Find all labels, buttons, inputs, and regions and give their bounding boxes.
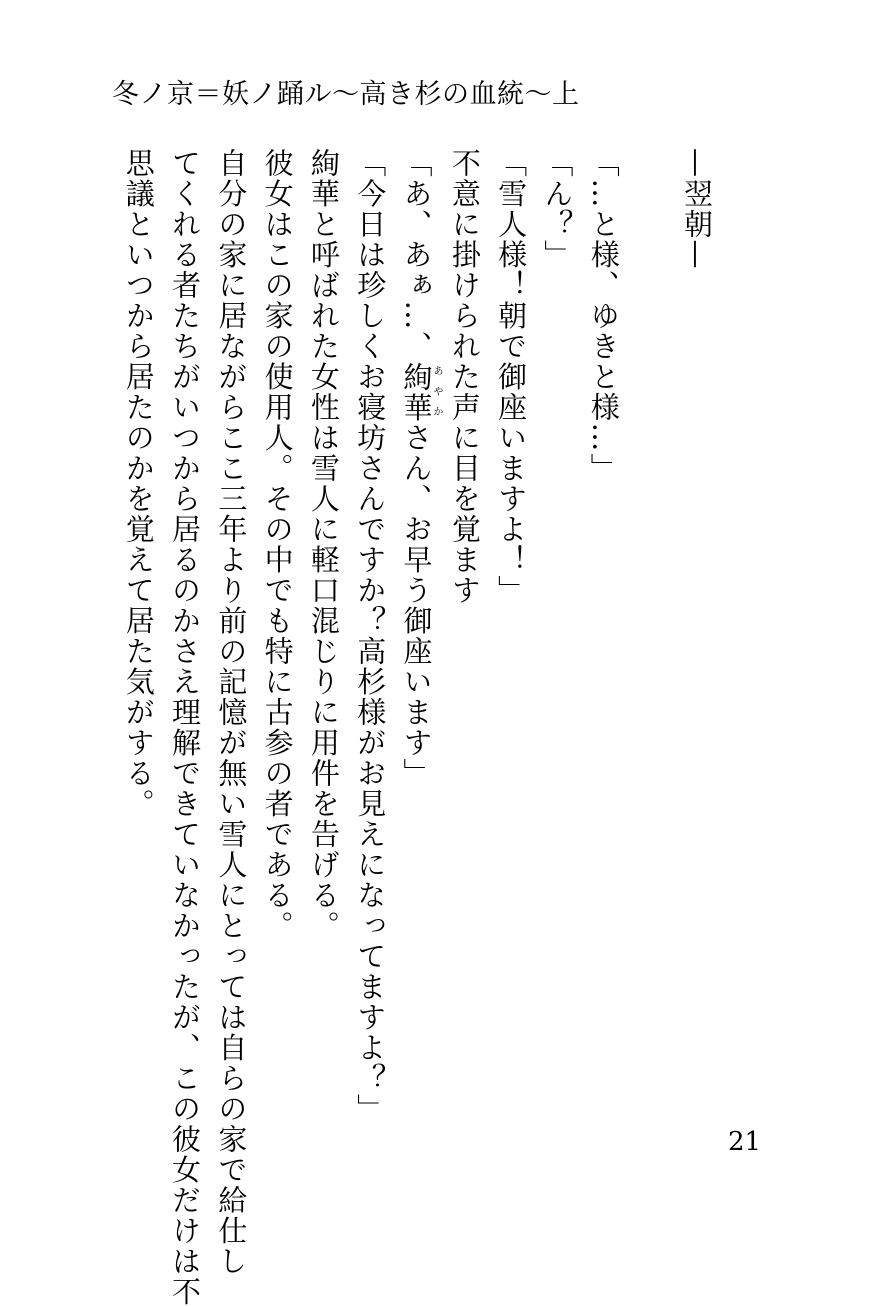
- vertical-text-body: [121, 148, 720, 1307]
- text-line-11: 思議といつから居たのかを覚えて居た気がする。: [121, 148, 156, 819]
- running-header-title: 冬ノ京＝妖ノ踊ル〜高き杉の血統〜上: [112, 79, 580, 110]
- section-heading: —翌朝—: [680, 148, 714, 270]
- text-line-7: 絢華と呼ばれた女性は雪人に軽口混じりに用件を告げる。: [306, 148, 341, 941]
- text-line-9: 自分の家に居ながらここ三年より前の記憶が無い雪人にとっては自らの家で給仕し: [214, 148, 249, 1277]
- ruby-base-name: 絢華: [399, 361, 434, 423]
- text-line-3: 「雪人様！朝で御座いますよ！」: [494, 148, 529, 606]
- ruby-reading: あやか: [431, 361, 443, 423]
- text-line-1: 「…と様、ゆきと様…」: [586, 148, 621, 484]
- text-line-5: [393, 148, 441, 1128]
- name-with-ruby: [399, 361, 443, 423]
- text-line-6: 「今日は珍しくお寝坊さんですか？高杉様がお見えになってますよ？」: [353, 148, 388, 1124]
- text-line-2: 「ん？」: [540, 148, 575, 270]
- text-line-5-end: さん、お早う御座います」: [399, 422, 434, 789]
- page-number: 21: [728, 1127, 762, 1157]
- text-line-10: てくれる者たちがいつから居るのかさえ理解できていなかったが、この彼女だけは不: [168, 148, 203, 1307]
- text-line-5-start: 「あ、あぁ…、: [399, 148, 434, 362]
- text-line-4: 不意に掛けられた声に目を覚ます: [447, 148, 482, 606]
- text-line-8: 彼女はこの家の使用人。その中でも特に古参の者である。: [260, 148, 295, 941]
